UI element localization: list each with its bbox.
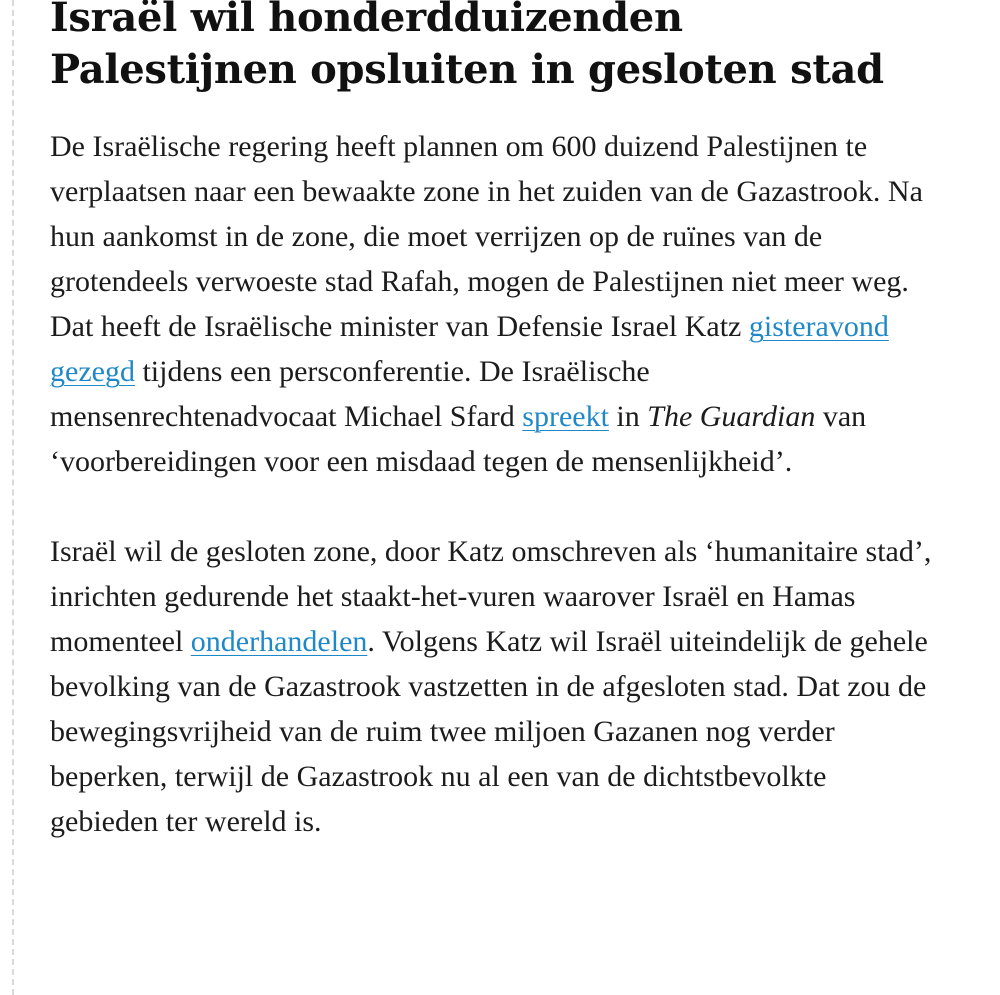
link-gisteravond-gezegd[interactable]: gisteravond gezegd: [50, 310, 889, 388]
paragraph-1-text-4: van ‘voorbereidingen voor een misdaad tegen de mensenlijkheid’.: [50, 400, 867, 478]
left-dashed-rule: [12, 0, 14, 995]
link-onderhandelen[interactable]: onderhandelen: [190, 625, 368, 658]
source-the-guardian: The Guardian: [647, 400, 816, 433]
paragraph-2-text-2: . Volgens Katz wil Israël uiteindelijk de gehele bevolking van de Gazastrook vastzetten in de afgesloten stad. Dat zou de bewegingsvrijheid van de ruim twee miljoen Gazanen nog verder beperken, terwijl de Gazastrook nu al een van de dichtstbevolkte gebieden ter wereld is.: [50, 625, 928, 838]
link-spreekt[interactable]: spreekt: [522, 400, 609, 433]
headline-line-1: Israël wil honderdduizenden: [50, 0, 683, 41]
paragraph-1-text-3: in: [608, 400, 648, 433]
paragraph-1-text-2: tijdens een persconferentie. De Israëlische mensenrechtenadvocaat Michael Sfard: [50, 355, 650, 433]
paragraph-1: [50, 124, 940, 484]
paragraph-2-text-1: Israël wil de gesloten zone, door Katz omschreven als ‘humanitaire stad’, inrichten gedurende het staakt-het-vuren waarover Israël en Hamas momenteel: [50, 535, 932, 658]
paragraph-1-text-1: De Israëlische regering heeft plannen om 600 duizend Palestijnen te verplaatsen naar een bewaakte zone in het zuiden van de Gazastrook. Na hun aankomst in de zone, die moet verrijzen op de ruïnes van de grotendeels verwoeste stad Rafah, mogen de Palestijnen niet meer weg. Dat heeft de Israëlische minister van Defensie Israel Katz: [50, 130, 923, 343]
article-body: [50, 0, 950, 844]
headline: [50, 0, 950, 96]
headline-line-2: Palestijnen opsluiten in gesloten stad: [50, 46, 884, 93]
paragraph-2: [50, 529, 940, 844]
